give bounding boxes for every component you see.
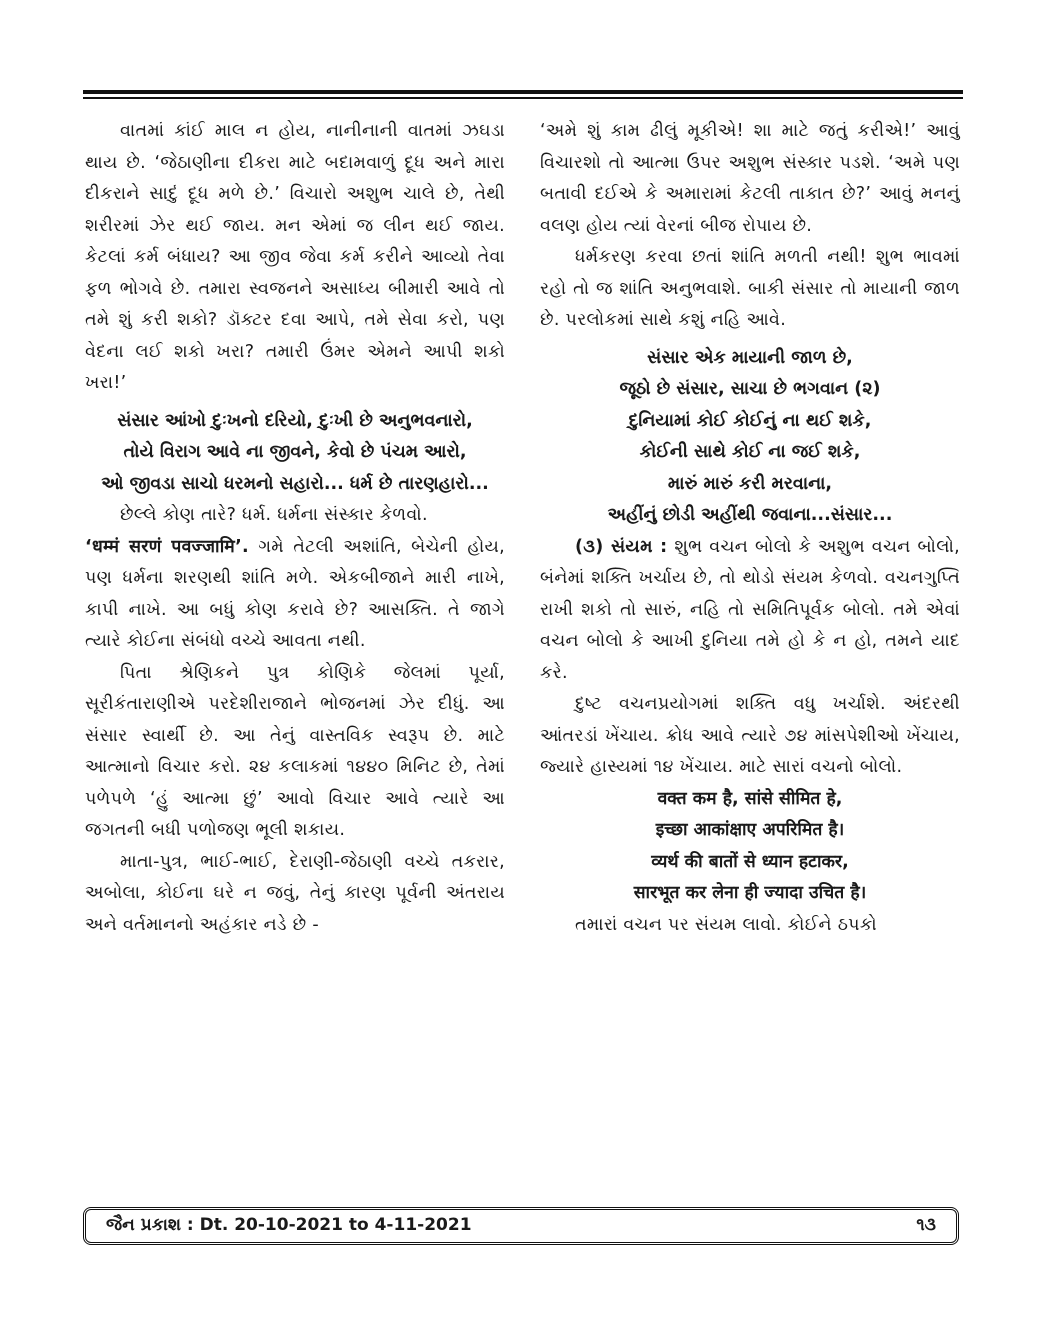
verse-line: અહીંનું છોડી અહીંથી જવાના...સંસાર...	[607, 505, 893, 525]
paragraph	[85, 532, 505, 658]
verse-line: इच्छा आकांक्षाए अपरिमित है।	[655, 820, 845, 840]
verse-line: તોયે વિરાગ આવે ના જીવને, કેવો છે પંચમ આરો,	[123, 442, 467, 462]
gujarati-verse	[85, 406, 505, 501]
paragraph: દુષ્ટ વચનપ્રયોગમાં શક્તિ વધુ ખર્ચાશે. અંદરથી આંતરડાં ખેંચાય. ક્રોધ આવે ત્યારે ૭૪ માંસપેશીઓ ખેંચાય, જ્યારે હાસ્યમાં ૧૪ ખેંચાય. માટે સારાં વચનો બોલો.	[540, 694, 960, 777]
verse-line: वक्त कम है, सांसे सीमित हे,	[657, 788, 843, 809]
left-column	[85, 116, 505, 941]
verse-line: જૂઠો છે સંસાર, સાચા છે ભગવાન (૨)	[619, 379, 881, 399]
paragraph: વાતમાં કાંઈ માલ ન હોય, નાનીનાની વાતમાં ઝઘડા થાય છે. ‘જેઠાણીના દીકરા માટે બદામવાળું દૂધ અને મારા દીકરાને સાદું દૂધ મળે છે.’ વિચારો અશુભ ચાલે છે, તેથી શરીરમાં ઝેર થઈ જાય. મન એમાં જ લીન થઈ જાય. કેટલાં કર્મ બંધાય? આ જીવ જેવા કર્મ કરીને આવ્યો તેવા ફળ ભોગવે છે. તમારા સ્વજનને અસાધ્ય બીમારી આવે તો તમે શું કરી શકો? ડૉક્ટર દવા આપે, તમે સેવા કરો, પણ વેદના લઈ શકો ખરા? તમારી ઉંમર એમને આપી શકો ખરા!’	[85, 121, 505, 393]
paragraph: તમારાં વચન પર સંયમ લાવો. કોઈને ઠપકો	[575, 914, 877, 935]
verse-line: सारभूत कर लेना ही ज्यादा उचित है।	[633, 883, 867, 903]
gujarati-verse	[540, 343, 960, 532]
paragraph-text: શુભ વચન બોલો કે અશુભ વચન બોલો, બંનેમાં શક્તિ ખર્ચાય છે, તો થોડો સંયમ કેળવો. વચનગુપ્તિ રાખી શકો તો સારું, નહિ તો સમિતિપૂર્વક બોલો. તમે એવાં વચન બોલો કે આખી દુનિયા તમે હો કે ન હો, તમને યાદ કરે.	[540, 536, 960, 683]
paragraph: ‘અમે શું કામ ઢીલું મૂકીએ! શા માટે જતું કરીએ!’ આવું વિચારશો તો આત્મા ઉપર અશુભ સંસ્કાર પડશે. ‘અમે પણ બતાવી દઈએ કે અમારામાં કેટલી તાકાત છે?’ આવું મનનું વલણ હોય ત્યાં વેરનાં બીજ રોપાય છે.	[540, 121, 960, 236]
verse-line: ઓ જીવડા સાચો ધરમનો સહારો... ધર્મ છે તારણહારો...	[101, 473, 489, 494]
paragraph-text: ગમે તેટલી અશાંતિ, બેચેની હોય, પણ ધર્મના શરણથી શાંતિ મળે. એકબીજાને મારી નાખે, કાપી નાખે. આ બધું કોણ કરાવે છે? આસક્તિ. તે જાગે ત્યારે કોઈના સંબંધો વચ્ચે આવતા નથી.	[85, 536, 505, 651]
paragraph: ધર્મકરણ કરવા છતાં શાંતિ મળતી નથી! શુભ ભાવમાં રહો તો જ શાંતિ અનુભવાશે. બાકી સંસાર તો માયાની જાળ છે. પરલોકમાં સાથે કશું નહિ આવે.	[540, 247, 960, 330]
right-column	[540, 116, 960, 941]
sanskrit-quote: ‘धम्मं सरणं पवज्जामि’.	[85, 536, 249, 557]
hindi-verse	[540, 784, 960, 910]
page-footer	[83, 1207, 959, 1245]
header-rule-thick	[83, 90, 963, 94]
publication-label: જૈન પ્રકાશ : Dt. 20-10-2021 to 4-11-2021	[106, 1215, 472, 1235]
header-rule-thin	[83, 97, 963, 99]
paragraph: માતા-પુત્ર, ભાઈ-ભાઈ, દેરાણી-જેઠાણી વચ્ચે તકરાર, અબોલા, કોઈના ઘરે ન જવું, તેનું કારણ પૂર્વની અંતરાય અને વર્તમાનનો અહંકાર નડે છે -	[85, 851, 505, 935]
verse-line: મારું મારું કરી મરવાના,	[667, 473, 833, 494]
verse-line: સંસાર આંખો દુઃખનો દરિયો, દુઃખી છે અનુભવનારો,	[117, 410, 473, 431]
verse-line: કોઈની સાથે કોઈ ના જઈ શકે,	[639, 442, 861, 462]
verse-line: व्यर्थ की बातों से ध्यान हटाकर,	[651, 851, 849, 872]
verse-line: સંસાર એક માયાની જાળ છે,	[647, 347, 853, 368]
paragraph	[540, 532, 960, 690]
page-number: ૧૩	[916, 1215, 936, 1235]
verse-line: દુનિયામાં કોઈ કોઈનું ના થઈ શકે,	[628, 410, 872, 431]
section-heading: (૩) સંયમ :	[575, 536, 668, 557]
paragraph: છેલ્લે કોણ તારે? ધર્મ. ધર્મના સંસ્કાર કેળવો.	[120, 505, 428, 525]
paragraph: પિતા શ્રેણિકને પુત્ર કોણિકે જેલમાં પૂર્યા, સૂરીકંતારાણીએ પરદેશીરાજાને ભોજનમાં ઝેર દીધું. આ સંસાર સ્વાર્થી છે. આ તેનું વાસ્તવિક સ્વરૂપ છે. માટે આત્માનો વિચાર કરો. ૨૪ કલાકમાં ૧૪૪૦ મિનિટ છે, તેમાં પળેપળે ‘હું આત્મા છું’ આવો વિચાર આવે ત્યારે આ જગતની બધી પળોજણ ભૂલી શકાય.	[85, 662, 505, 840]
